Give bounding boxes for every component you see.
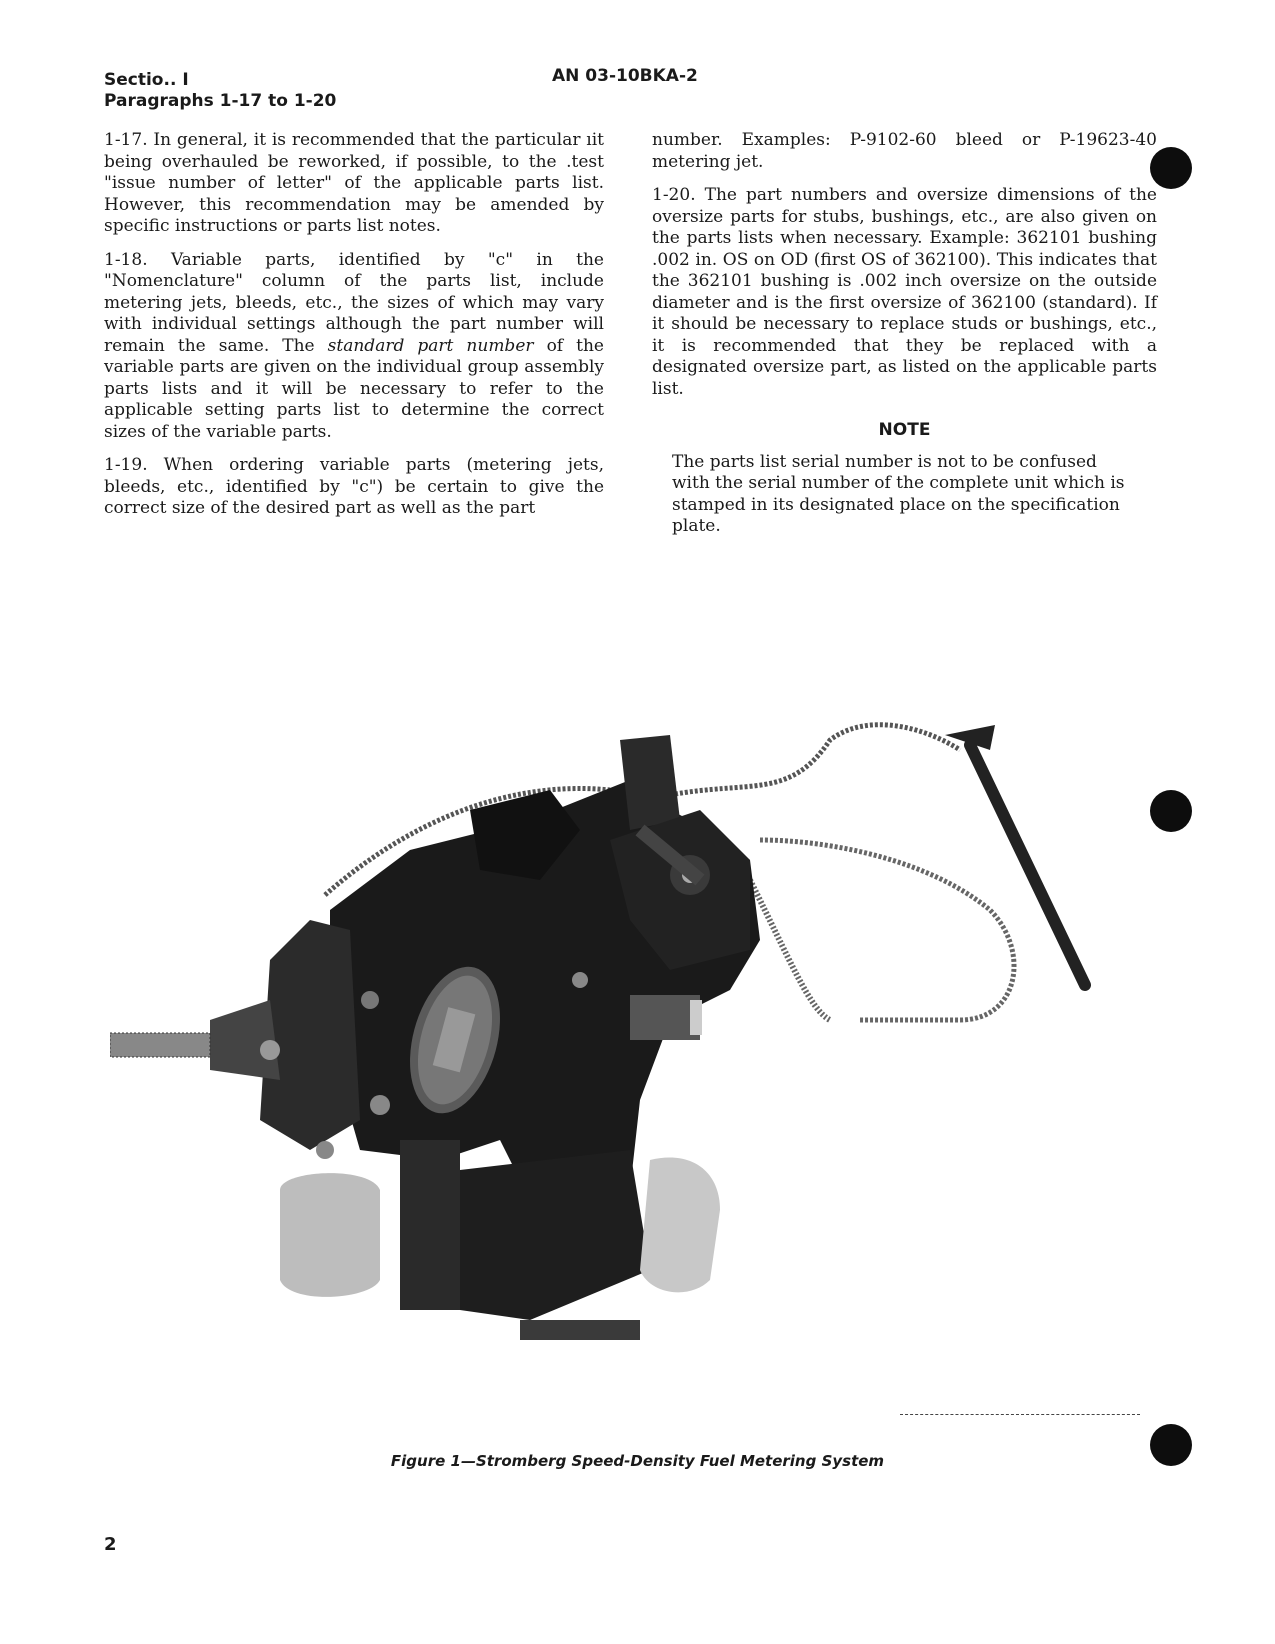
paragraph-1-18-text: 1-18. Variable parts, identified by "c" in the "Nomenclature" column of the parts list, include metering jets, bleeds, etc., the sizes of which may vary with individual settings although the part number will remain the same. The (104, 249, 604, 356)
paragraphs-label: Paragraphs 1-17 to 1-20 (104, 91, 337, 111)
paragraph-1-19: 1-19. When ordering variable parts (metering jets, bleeds, etc., identified by "c") be certain to give the correct size of the desired part as well as the part (104, 455, 604, 518)
binder-hole-middle (1150, 790, 1192, 832)
paragraph-1-18-text-cont: of the variable parts are given on the individual group assembly parts lists and it will be necessary to refer to the applicable setting parts list to determine the correct sizes of the variable parts. (104, 335, 604, 442)
left-column (104, 130, 604, 532)
figure-rule (900, 1414, 1140, 1415)
note-heading: NOTE (878, 420, 931, 440)
fuel-metering-system-photo (110, 720, 1140, 1400)
figure-caption: Figure 1—Stromberg Speed-Density Fuel Metering System (390, 1452, 885, 1470)
document-number: AN 03-10BKA-2 (552, 66, 698, 86)
note-body: The parts list serial number is not to be confused with the serial number of the complete unit which is stamped in its designated place on the specification plate. (672, 451, 1125, 536)
paragraph-1-19-continued: number. Examples: P-9102-60 bleed or P-19623-40 metering jet. (652, 130, 1157, 172)
paragraph-1-18 (104, 250, 604, 444)
section-header (104, 70, 336, 112)
paragraph-1-17: 1-17. In general, it is recommended that the particular ıit being overhauled be reworked, if possible, to the .test "issue number of letter" of the applicable parts list. However, this recommendation may be amended by specific instructions or parts list notes. (104, 130, 604, 236)
section-label: Sectio.. I (104, 70, 189, 90)
page-number: 2 (104, 1534, 117, 1555)
paragraph-1-18-emphasis: standard part number (327, 335, 534, 356)
right-column (652, 130, 1157, 538)
binder-hole-top (1150, 147, 1192, 189)
paragraph-1-20: 1-20. The part numbers and oversize dimensions of the oversize parts for stubs, bushings, etc., are also given on the parts lists when necessary. Example: 362101 bushing .002 in. OS on OD (first OS of 362100). This indicates that the 362101 bushing is .002 inch oversize on the outside diameter and is the first oversize of 362100 (standard). If it should be necessary to replace studs or bushings, etc., it is recommended that they be replaced with a designated oversize part, as listed on the applicable parts list. (652, 185, 1157, 399)
